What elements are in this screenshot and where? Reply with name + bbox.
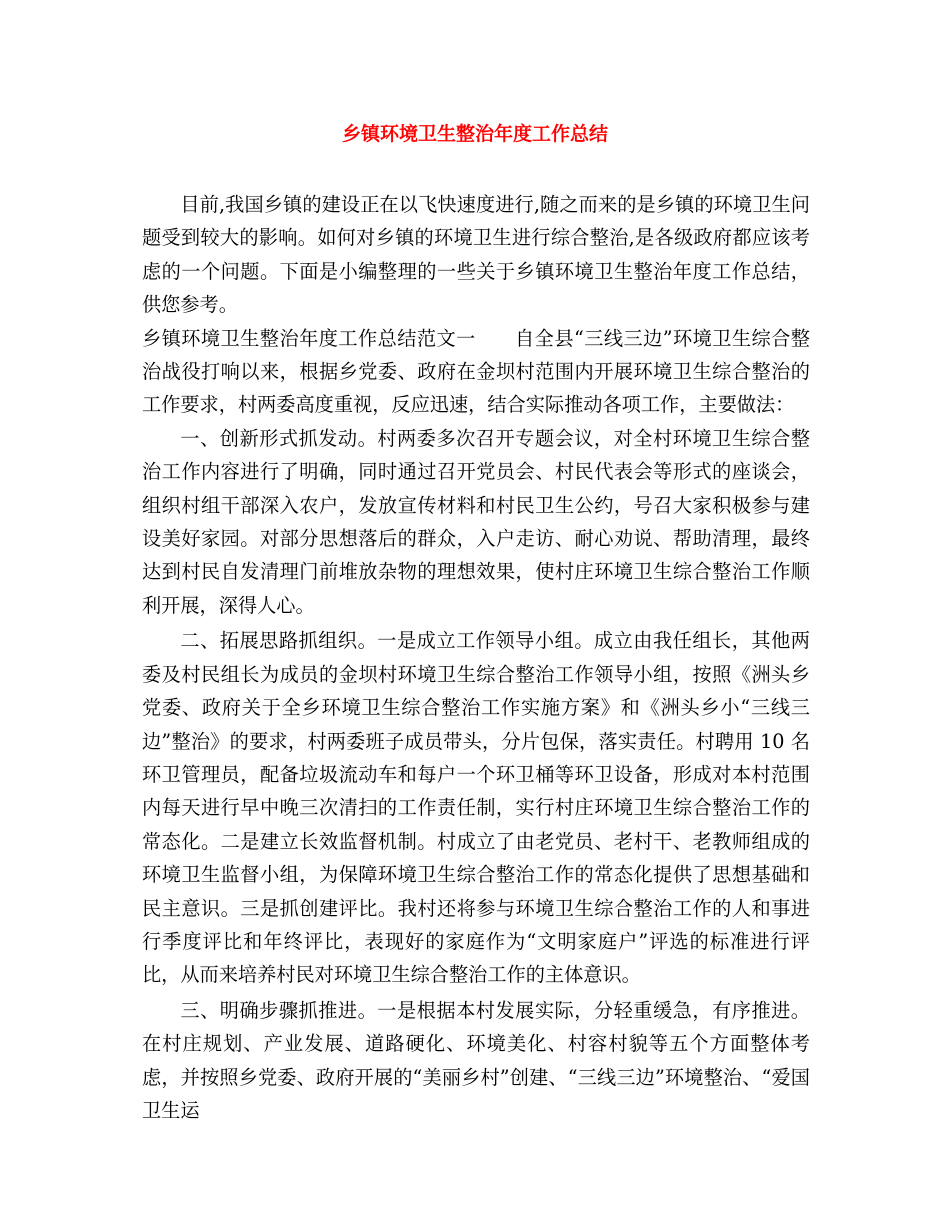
paragraph-section-two: 二、拓展思路抓组织。一是成立工作领导小组。成立由我任组长，其他两委及村民组长为成员的金坝村环境卫生综合整治工作领导小组，按照《洲头乡党委、政府关于全乡环境卫生综合整治工作实施方案》和《洲头乡小“三线三边”整治》的要求，村两委班子成员带头，分片包保，落实责任。村聘用 10 名环卫管理员，配备垃圾流动车和每户一个环卫桶等环卫设备，形成对本村范围内每天进行早中晚三次清扫的工作责任制，实行村庄环境卫生综合整治工作的常态化。二是建立长效监督机制。村成立了由老党员、老村干、老教师组成的环境卫生监督小组，为保障环境卫生综合整治工作的常态化提供了思想基础和民主意识。三是抓创建评比。我村还将参与环境卫生综合整治工作的人和事进行季度评比和年终评比，表现好的家庭作为“文明家庭户”评选的标准进行评比，从而来培养村民对环境卫生综合整治工作的主体意识。 xyxy=(142,629,810,987)
document-body xyxy=(142,188,810,1127)
paragraph-section-one: 一、创新形式抓发动。村两委多次召开专题会议，对全村环境卫生综合整治工作内容进行了明确，同时通过召开党员会、村民代表会等形式的座谈会，组织村组干部深入农户，发放宣传材料和村民卫生公约，号召大家积极参与建设美好家园。对部分思想落后的群众，入户走访、耐心劝说、帮助清理，最终达到村民自发清理门前堆放杂物的理想效果，使村庄环境卫生综合整治工作顺利开展，深得人心。 xyxy=(142,426,810,617)
paragraph-section-three: 三、明确步骤抓推进。一是根据本村发展实际，分轻重缓急，有序推进。在村庄规划、产业发展、道路硬化、环境美化、村容村貌等五个方面整体考虑，并按照乡党委、政府开展的“美丽乡村”创建、“三线三边”环境整治、“爱国卫生运 xyxy=(142,998,810,1122)
document-title: 乡镇环境卫生整治年度工作总结 xyxy=(341,123,608,145)
paragraph-intro: 目前,我国乡镇的建设正在以飞快速度进行,随之而来的是乡镇的环境卫生问题受到较大的影响。如何对乡镇的环境卫生进行综合整治,是各级政府都应该考虑的一个问题。下面是小编整理的一些关于乡镇环境卫生整治年度工作总结，供您参考。 xyxy=(142,193,810,317)
paragraph-sample-one: 乡镇环境卫生整治年度工作总结范文一 自全县“三线三边”环境卫生综合整治战役打响以来，根据乡党委、政府在金坝村范围内开展环境卫生综合整治的工作要求，村两委高度重视，反应迅速，结合实际推动各项工作，主要做法： xyxy=(142,326,810,417)
